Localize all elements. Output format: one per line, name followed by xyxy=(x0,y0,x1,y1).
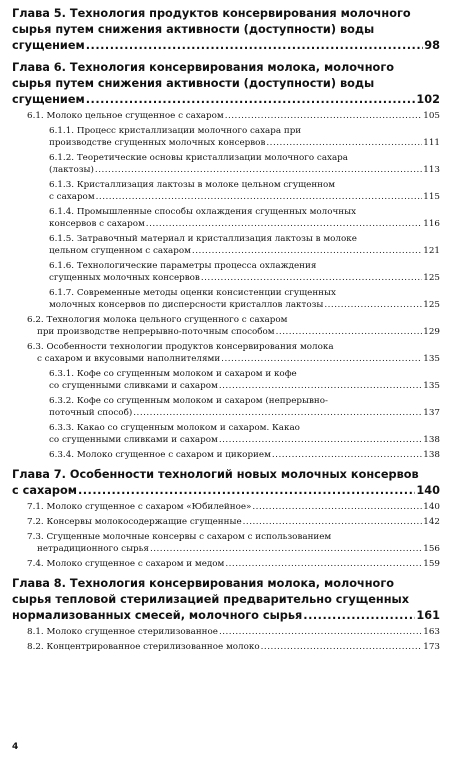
chapter-title-line: сырья тепловой стерилизацией предварительно сгущенных xyxy=(12,592,410,606)
dot-leader xyxy=(221,353,422,365)
toc-entry[interactable] xyxy=(12,314,440,339)
dot-leader xyxy=(146,218,423,230)
chapter-title-line: сырья путем снижения активности (доступности) воды xyxy=(12,77,375,90)
toc-entry-text: 6.3.1. Кофе со сгущенным молоком и сахаром и кофе xyxy=(49,368,297,379)
toc-entry-text: нетрадиционного сырья xyxy=(37,543,149,554)
chapter-title-line: Глава 6. Технология консервирования молока, молочного xyxy=(12,61,394,74)
chapter-title-line: Глава 8. Технология консервирования молока, молочного xyxy=(12,576,394,590)
toc-entry-text: со сгущенными сливками и сахаром xyxy=(49,381,218,391)
toc-entry-text: 6.3.4. Молоко сгущенное с сахаром и цикорием xyxy=(49,449,271,460)
toc-chapter-7[interactable] xyxy=(12,467,440,499)
page-number: 135 xyxy=(423,354,440,364)
toc-entry-text: 6.1.4. Промышленные способы охлаждения сгущенных молочных xyxy=(49,206,357,217)
dot-leader xyxy=(324,299,422,311)
toc-entry-text: со сгущенными сливками и сахаром xyxy=(49,435,218,445)
dot-leader xyxy=(272,449,422,461)
page-number: 98 xyxy=(424,39,440,52)
toc-entry-text: 8.2. Концентрированное стерилизованное молоко xyxy=(27,641,260,652)
toc-entry-text: 6.1. Молоко цельное сгущенное с сахаром xyxy=(27,111,224,121)
toc-entry-text: консервов с сахаром xyxy=(49,219,145,229)
page-number: 142 xyxy=(423,516,440,527)
chapter-title-line: сгущением xyxy=(12,39,85,52)
dot-leader xyxy=(225,110,423,122)
page-number: 137 xyxy=(423,408,440,418)
dot-leader xyxy=(303,608,415,624)
dot-leader xyxy=(86,38,424,54)
toc-entry-text: 7.4. Молоко сгущенное с сахаром и медом xyxy=(27,558,225,569)
dot-leader xyxy=(133,407,422,419)
toc-chapter-8[interactable] xyxy=(12,576,440,624)
dot-leader xyxy=(219,434,422,446)
dot-leader xyxy=(95,164,422,176)
toc-chapter-8-entries xyxy=(12,626,440,653)
toc-entry[interactable] xyxy=(12,233,440,258)
page-number: 113 xyxy=(423,165,440,175)
page-number: 140 xyxy=(416,484,440,497)
toc-entry[interactable] xyxy=(12,287,440,312)
page-number: 173 xyxy=(423,641,440,652)
toc-entry-text: с сахаром xyxy=(49,192,95,202)
toc-entry-text: 7.1. Молоко сгущенное с сахаром «Юбилейное» xyxy=(27,502,252,512)
toc-entry-text: 6.1.6. Технологические параметры процесса охлаждения xyxy=(49,260,317,271)
toc-entry-text: поточный способ) xyxy=(49,408,133,418)
toc-entry[interactable] xyxy=(12,179,440,204)
toc-entry[interactable] xyxy=(12,206,440,231)
toc-entry[interactable] xyxy=(12,110,440,122)
toc-entry[interactable] xyxy=(12,449,440,461)
toc-entry[interactable] xyxy=(12,531,440,556)
chapter-title-line: сгущением xyxy=(12,93,85,106)
toc-entry-text: 6.1.2. Теоретические основы кристаллизации молочного сахара xyxy=(49,152,348,163)
page-number: 129 xyxy=(423,327,440,337)
page-number: 135 xyxy=(423,381,440,391)
page-footer-number: 4 xyxy=(12,742,19,752)
toc-entry[interactable] xyxy=(12,626,440,638)
dot-leader xyxy=(219,626,422,638)
toc-entry-text: сгущенных молочных консервов xyxy=(49,273,200,283)
chapter-title-line: Глава 7. Особенности технологий новых молочных консервов xyxy=(12,468,419,481)
toc-entry-text: 7.3. Сгущенные молочные консервы с сахаром с использованием xyxy=(27,531,332,542)
dot-leader xyxy=(219,380,422,392)
dot-leader xyxy=(225,558,422,570)
toc-entry-text: 6.1.7. Современные методы оценки консистенции сгущенных xyxy=(49,287,336,298)
dot-leader xyxy=(78,483,415,499)
toc-entry-text: молочных консервов по дисперсности кристаллов лактозы xyxy=(49,300,324,310)
toc-entry-text: цельном сгущенном с сахаром xyxy=(49,246,191,256)
toc-chapter-5[interactable] xyxy=(12,6,440,54)
page-number: 102 xyxy=(416,93,440,106)
toc-entry[interactable] xyxy=(12,152,440,177)
dot-leader xyxy=(201,272,422,284)
toc-chapter-6-entries xyxy=(12,110,440,461)
table-of-contents xyxy=(12,6,440,655)
dot-leader xyxy=(252,501,422,513)
page-number: 121 xyxy=(423,246,440,256)
toc-entry-text: производстве сгущенных молочных консервов xyxy=(49,138,266,148)
toc-entry-text: 8.1. Молоко сгущенное стерилизованное xyxy=(27,626,218,637)
page-number: 115 xyxy=(423,192,440,202)
toc-chapter-6[interactable] xyxy=(12,60,440,108)
dot-leader xyxy=(86,92,416,108)
dot-leader xyxy=(192,245,422,257)
toc-entry[interactable] xyxy=(12,341,440,366)
page-number: 138 xyxy=(423,449,440,460)
page-number: 156 xyxy=(423,543,440,554)
page-number: 163 xyxy=(423,626,440,637)
page-number: 105 xyxy=(423,111,440,121)
page-number: 116 xyxy=(423,219,440,229)
toc-entry-text: 6.1.5. Затравочный материал и кристаллизация лактозы в молоке xyxy=(49,233,357,244)
dot-leader xyxy=(243,516,423,528)
chapter-title-line: с сахаром xyxy=(12,484,77,497)
toc-entry-text: 6.2. Технология молока цельного сгущенного с сахаром xyxy=(27,314,288,325)
page-number: 125 xyxy=(423,273,440,283)
page-number: 125 xyxy=(423,300,440,310)
dot-leader xyxy=(276,326,423,338)
dot-leader xyxy=(266,137,422,149)
dot-leader xyxy=(150,543,422,555)
toc-chapter-7-entries xyxy=(12,501,440,570)
toc-entry-text: 6.3.3. Какао со сгущенным молоком и сахаром. Какао xyxy=(49,422,300,433)
toc-entry[interactable] xyxy=(12,641,440,653)
page-number: 140 xyxy=(423,502,440,512)
dot-leader xyxy=(261,641,423,653)
page-number: 161 xyxy=(416,608,440,622)
toc-entry-text: с сахаром и вкусовыми наполнителями xyxy=(37,354,221,364)
toc-entry-text: 7.2. Консервы молокосодержащие сгущенные xyxy=(27,516,242,527)
chapter-title-line: нормализованных смесей, молочного сырья xyxy=(12,608,303,622)
dot-leader xyxy=(96,191,423,203)
chapter-title-line: сырья путем снижения активности (доступности) воды xyxy=(12,23,375,36)
toc-entry[interactable] xyxy=(12,516,440,528)
toc-entry[interactable] xyxy=(12,368,440,393)
toc-entry-text: 6.1.1. Процесс кристаллизации молочного сахара при xyxy=(49,125,302,136)
page-number: 138 xyxy=(423,435,440,445)
toc-entry[interactable] xyxy=(12,260,440,285)
chapter-title-line: Глава 5. Технология продуктов консервирования молочного xyxy=(12,7,411,20)
toc-entry-text: 6.3. Особенности технологии продуктов консервирования молока xyxy=(27,341,334,352)
toc-entry[interactable] xyxy=(12,501,440,513)
page-number: 111 xyxy=(423,138,440,148)
toc-entry[interactable] xyxy=(12,422,440,447)
toc-entry[interactable] xyxy=(12,395,440,420)
page-number: 159 xyxy=(423,558,440,569)
toc-entry-text: (лактозы) xyxy=(49,165,94,175)
toc-entry-text: при производстве непрерывно-поточным способом xyxy=(37,327,275,337)
toc-entry[interactable] xyxy=(12,125,440,150)
toc-entry-text: 6.1.3. Кристаллизация лактозы в молоке цельном сгущенном xyxy=(49,179,336,190)
toc-entry-text: 6.3.2. Кофе со сгущенным молоком и сахаром (непрерывно- xyxy=(49,395,328,406)
toc-entry[interactable] xyxy=(12,558,440,570)
